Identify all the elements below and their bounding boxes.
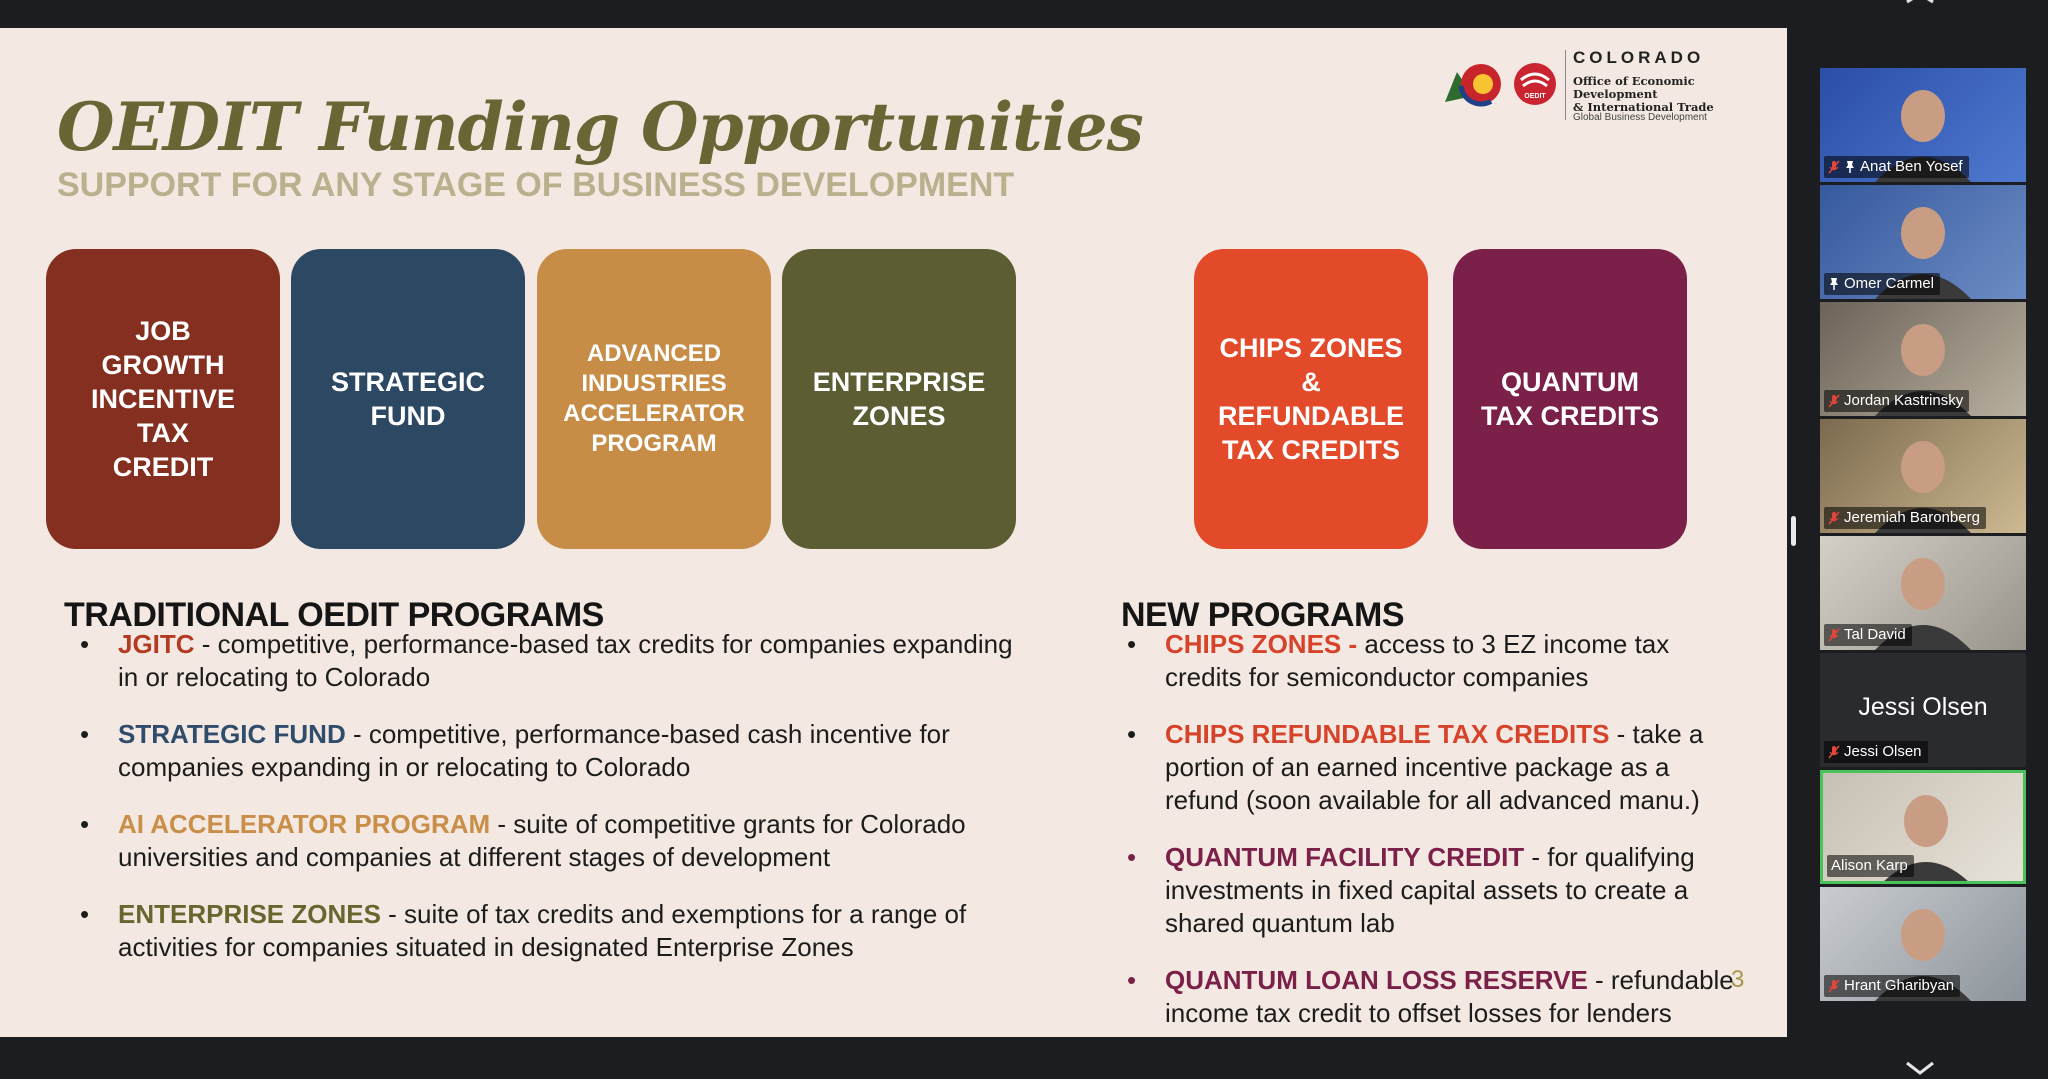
colorado-c-logo-icon <box>1445 54 1509 110</box>
program-card-jgitc <box>46 249 280 549</box>
presentation-slide <box>0 28 1787 1037</box>
program-description: - suite of tax credits and exemptions for a range of activities for companies situated in designated Enterprise Zones <box>118 899 967 962</box>
chevron-up-icon[interactable] <box>1903 0 1937 20</box>
program-term: JGITC <box>118 629 195 659</box>
program-description: - for qualifying investments in fixed capital assets to create a shared quantum lab <box>1165 842 1695 938</box>
participant-name: Alison Karp <box>1831 857 1908 874</box>
list-item: • JGITC - competitive, performance-based tax credits for companies expanding in or relocating to Colorado <box>80 629 1013 692</box>
program-term: QUANTUM FACILITY CREDIT <box>1165 842 1525 872</box>
program-term: STRATEGIC FUND <box>118 719 346 749</box>
logo-office-line-1: Office of Economic Development <box>1573 74 1695 101</box>
program-card-label: JOB GROWTH INCENTIVE TAX CREDIT <box>90 316 236 482</box>
bottom-bar <box>0 1037 2048 1071</box>
list-item: • QUANTUM FACILITY CREDIT - for qualifying investments in fixed capital assets to create a shared quantum lab <box>1127 842 1695 938</box>
participant-tile[interactable] <box>1820 68 2026 182</box>
participant-name: Tal David <box>1844 626 1906 643</box>
logo-divider <box>1565 50 1566 120</box>
participant-name: Jordan Kastrinsky <box>1844 392 1964 409</box>
list-item: • QUANTUM LOAN LOSS RESERVE - refundable income tax credit to offset losses for lenders <box>1127 965 1734 1028</box>
list-item: • CHIPS ZONES - access to 3 EZ income tax credits for semiconductor companies <box>1127 629 1670 692</box>
mic-muted-icon <box>1828 511 1840 525</box>
participant-name: Anat Ben Yosef <box>1860 158 1963 175</box>
program-term: ENTERPRISE ZONES <box>118 899 381 929</box>
pin-icon <box>1828 277 1840 291</box>
list-item: • CHIPS REFUNDABLE TAX CREDITS - take a portion of an earned incentive package as a refund (soon available for all advanced manu.) <box>1127 719 1704 815</box>
participant-name: Hrant Gharibyan <box>1844 977 1955 994</box>
slide-title: OEDIT Funding Opportunities <box>57 88 1143 166</box>
list-item: • STRATEGIC FUND - competitive, performance-based cash incentive for companies expanding in or relocating to Colorado <box>80 719 950 782</box>
program-term: CHIPS REFUNDABLE TAX CREDITS <box>1165 719 1610 749</box>
program-card-chips <box>1194 249 1428 549</box>
participant-name-bar <box>1824 975 1960 997</box>
program-term: QUANTUM LOAN LOSS RESERVE <box>1165 965 1588 995</box>
list-item: • AI ACCELERATOR PROGRAM - suite of competitive grants for Colorado universities and companies at different stages of development <box>80 809 966 872</box>
program-card-label: CHIPS ZONES & REFUNDABLE TAX CREDITS <box>1218 333 1404 465</box>
program-term: CHIPS ZONES - <box>1165 629 1365 659</box>
participant-name-bar <box>1824 390 1969 412</box>
participant-name: Omer Carmel <box>1844 275 1935 292</box>
participant-name-bar <box>1824 156 1969 178</box>
chevron-down-icon[interactable] <box>1903 1059 1937 1079</box>
logo-office-name <box>1573 75 1773 114</box>
participant-tile[interactable] <box>1820 653 2026 767</box>
participant-tile[interactable] <box>1820 887 2026 1001</box>
program-description: - competitive, performance-based cash incentive for companies expanding in or relocating to Colorado <box>118 719 950 782</box>
list-item: • ENTERPRISE ZONES - suite of tax credits and exemptions for a range of activities for companies situated in designated Enterprise Zones <box>80 899 967 962</box>
participant-tile[interactable] <box>1820 770 2026 884</box>
colorado-oedit-logo <box>1443 40 1773 130</box>
top-bar <box>0 0 2048 28</box>
logo-state-name: COLORADO <box>1573 48 1705 67</box>
participant-name-bar <box>1824 507 1986 529</box>
participant-tile[interactable] <box>1820 302 2026 416</box>
mic-muted-icon <box>1828 160 1840 174</box>
program-card-label: ADVANCED INDUSTRIES ACCELERATOR PROGRAM <box>563 340 745 457</box>
traditional-programs-list <box>58 628 1018 988</box>
participant-name-bar <box>1827 855 1914 877</box>
program-card-quantum <box>1453 249 1687 549</box>
oedit-badge-icon <box>1513 62 1557 106</box>
program-card-strategic-fund <box>291 249 525 549</box>
new-programs-list <box>1105 628 1745 1037</box>
participant-name-bar <box>1824 741 1928 763</box>
pin-icon <box>1844 160 1856 174</box>
slide-page-number: 3 <box>1731 966 1745 993</box>
program-description: - competitive, performance-based tax credits for companies expanding in or relocating to Colorado <box>118 629 1013 692</box>
oedit-badge-text: OEDIT <box>1524 93 1546 100</box>
program-description: - refundable income tax credit to offset losses for lenders <box>1165 965 1734 1028</box>
participant-tile[interactable] <box>1820 536 2026 650</box>
participant-display-name: Jessi Olsen <box>1858 693 1988 721</box>
program-description: - suite of competitive grants for Colorado universities and companies at different stages of development <box>118 809 966 872</box>
mic-muted-icon <box>1828 394 1840 408</box>
program-term: AI ACCELERATOR PROGRAM <box>118 809 491 839</box>
traditional-programs-heading: TRADITIONAL OEDIT PROGRAMS <box>64 596 604 634</box>
program-card-label: QUANTUM TAX CREDITS <box>1480 367 1659 431</box>
program-card-enterprise-zones <box>782 249 1016 549</box>
panel-resize-handle[interactable] <box>1791 516 1796 546</box>
participant-name: Jessi Olsen <box>1844 743 1922 760</box>
logo-office-line-2: & International Trade <box>1573 100 1714 114</box>
program-description: - take a portion of an earned incentive package as a refund (soon available for all advanced manu.) <box>1165 719 1704 815</box>
program-description: access to 3 EZ income tax credits for semiconductor companies <box>1165 629 1670 692</box>
participant-name: Jeremiah Baronberg <box>1844 509 1980 526</box>
slide-subtitle: SUPPORT FOR ANY STAGE OF BUSINESS DEVELOPMENT <box>57 166 1015 204</box>
logo-tagline: Global Business Development <box>1573 112 1707 123</box>
program-card-label: STRATEGIC FUND <box>331 367 485 431</box>
new-programs-heading: NEW PROGRAMS <box>1121 596 1404 634</box>
participant-tile[interactable] <box>1820 185 2026 299</box>
mic-muted-icon <box>1828 745 1840 759</box>
participant-name-bar <box>1824 273 1940 295</box>
program-card-label: ENTERPRISE ZONES <box>812 367 986 431</box>
program-card-advanced-industries <box>537 249 771 549</box>
participant-name-bar <box>1824 624 1912 646</box>
mic-muted-icon <box>1828 979 1840 993</box>
mic-muted-icon <box>1828 628 1840 642</box>
participant-tile[interactable] <box>1820 419 2026 533</box>
